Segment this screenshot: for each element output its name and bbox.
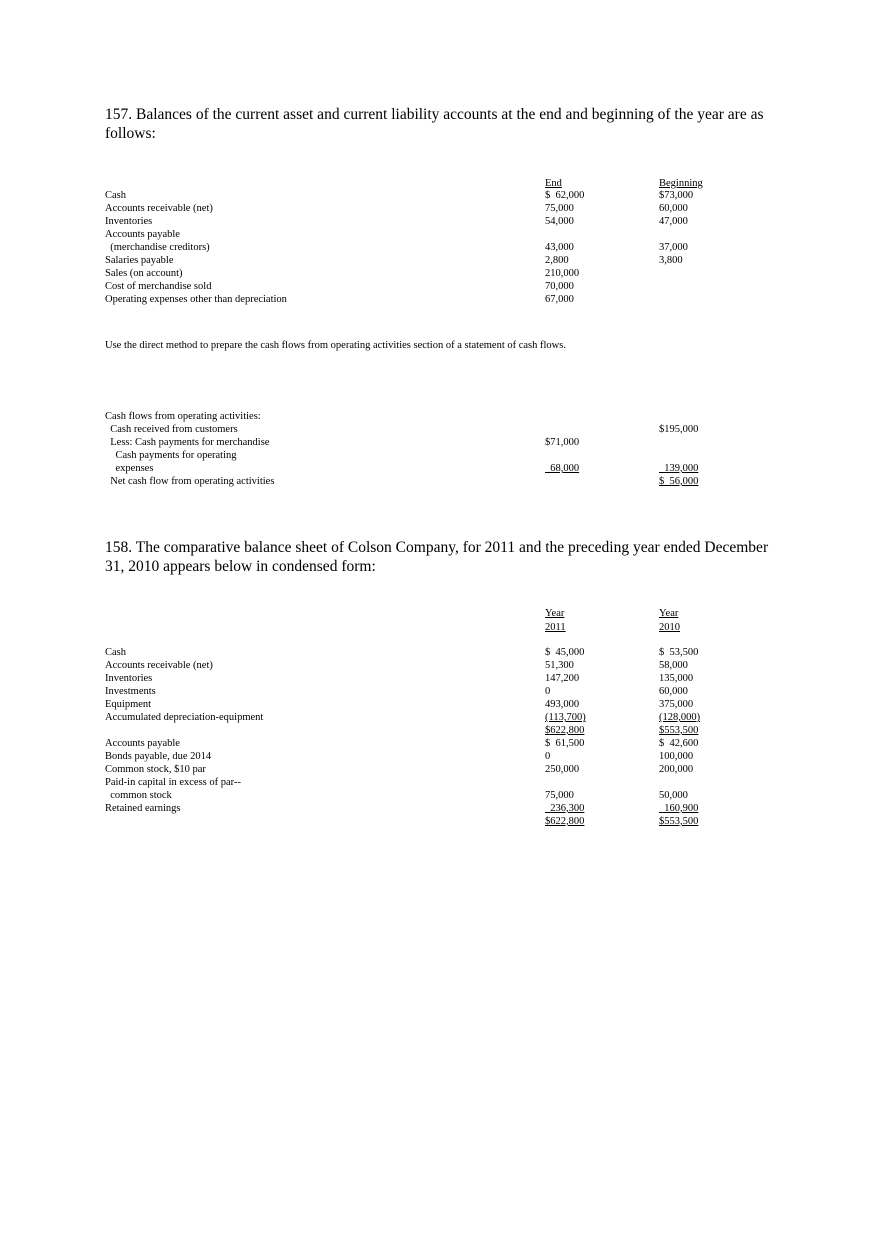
row-end-value: 67,000 [545, 294, 574, 305]
answer-row [0, 410, 880, 423]
row-2010-value: $ 53,500 [659, 647, 699, 658]
row-label: Retained earnings [105, 803, 181, 814]
table-row [0, 685, 880, 698]
q158-column-headers [0, 607, 880, 620]
row-label: Accounts payable [105, 738, 180, 749]
table-row [0, 293, 880, 306]
table-row [0, 241, 880, 254]
total-assets-2011: $622,800 [545, 725, 585, 736]
row-2010-value: 60,000 [659, 686, 688, 697]
row-label: Accounts payable [105, 229, 180, 240]
col-header-2010-line2: 2010 [659, 622, 680, 633]
row-end-value: 2,800 [545, 255, 569, 266]
table-row [0, 189, 880, 202]
answer-label: Less: Cash payments for merchandise [105, 437, 270, 448]
question-157-heading: 157. Balances of the current asset and current liability accounts at the end and beginning of the year are as follows: [105, 106, 764, 142]
total-liabilities-equity-2010: $553,500 [659, 816, 699, 827]
answer-row [0, 436, 880, 449]
row-beginning-value: 37,000 [659, 242, 688, 253]
answer-row [0, 462, 880, 475]
row-beginning-value: 3,800 [659, 255, 683, 266]
table-row [0, 672, 880, 685]
q157-instruction: Use the direct method to prepare the cash flows from operating activities section of a statement of cash flows. [105, 340, 566, 351]
table-row [0, 228, 880, 241]
table-row [0, 737, 880, 750]
row-end-value: $ 62,000 [545, 190, 585, 201]
answer-sub-value: $71,000 [545, 437, 580, 448]
table-row [0, 763, 880, 776]
answer-label: Net cash flow from operating activities [105, 476, 275, 487]
row-2011-value: 250,000 [545, 764, 580, 775]
row-2010-value: 200,000 [659, 764, 694, 775]
row-beginning-value: $73,000 [659, 190, 694, 201]
row-2011-value: 147,200 [545, 673, 580, 684]
table-row [0, 215, 880, 228]
row-2010-value: 160,900 [659, 803, 699, 814]
row-beginning-value: 60,000 [659, 203, 688, 214]
col-header-2010-line1: Year [659, 608, 679, 619]
table-row [0, 776, 880, 789]
row-end-value: 70,000 [545, 281, 574, 292]
col-header-end: End [545, 178, 562, 189]
row-end-value: 75,000 [545, 203, 574, 214]
row-2010-value: 100,000 [659, 751, 694, 762]
row-label: Bonds payable, due 2014 [105, 751, 212, 762]
answer-sub-value: 68,000 [545, 463, 580, 474]
table-row [0, 659, 880, 672]
col-header-beginning: Beginning [659, 178, 703, 189]
col-header-2011-line1: Year [545, 608, 565, 619]
row-label: (merchandise creditors) [105, 242, 210, 253]
row-end-value: 43,000 [545, 242, 574, 253]
row-2011-value: 236,300 [545, 803, 585, 814]
row-2011-value: 493,000 [545, 699, 580, 710]
row-label: Inventories [105, 673, 153, 684]
total-assets-2010: $553,500 [659, 725, 699, 736]
table-row [0, 698, 880, 711]
q158-column-headers-line2 [0, 621, 880, 634]
total-liabilities-equity-2011: $622,800 [545, 816, 585, 827]
answer-row [0, 423, 880, 436]
row-label: Inventories [105, 216, 153, 227]
answer-total-value: 139,000 [659, 463, 699, 474]
row-2011-value: 51,300 [545, 660, 574, 671]
total-liabilities-equity-row [0, 815, 880, 828]
row-label: Sales (on account) [105, 268, 183, 279]
row-label: Cash [105, 190, 126, 201]
row-2010-value: 50,000 [659, 790, 688, 801]
answer-label: Cash flows from operating activities: [105, 411, 261, 422]
row-end-value: 54,000 [545, 216, 574, 227]
answer-label: expenses [105, 463, 154, 474]
row-label: Accounts receivable (net) [105, 203, 213, 214]
row-label: Common stock, $10 par [105, 764, 206, 775]
row-2011-value: $ 61,500 [545, 738, 585, 749]
row-label: Equipment [105, 699, 152, 710]
answer-row [0, 449, 880, 462]
table-row [0, 711, 880, 724]
question-158-heading: 158. The comparative balance sheet of Colson Company, for 2011 and the preceding year ended December 31, 2010 appears below in condensed form: [105, 539, 769, 575]
table-row [0, 802, 880, 815]
row-label: Investments [105, 686, 156, 697]
row-2010-value: $ 42,600 [659, 738, 699, 749]
row-2011-value: 0 [545, 686, 551, 697]
row-label: Salaries payable [105, 255, 174, 266]
row-end-value: 210,000 [545, 268, 580, 279]
row-2010-value: 375,000 [659, 699, 694, 710]
row-2010-value: 58,000 [659, 660, 688, 671]
table-row [0, 202, 880, 215]
table-row [0, 254, 880, 267]
answer-total-value: $195,000 [659, 424, 699, 435]
table-row [0, 267, 880, 280]
row-label: Operating expenses other than depreciation [105, 294, 287, 305]
answer-label: Cash payments for operating [105, 450, 237, 461]
row-label: Cash [105, 647, 126, 658]
row-2010-value: 135,000 [659, 673, 694, 684]
row-2011-value: (113,700) [545, 712, 586, 723]
table-row [0, 646, 880, 659]
row-2011-value: $ 45,000 [545, 647, 585, 658]
row-label: Paid-in capital in excess of par-- [105, 777, 241, 788]
table-row [0, 280, 880, 293]
row-label: Accounts receivable (net) [105, 660, 213, 671]
row-label: common stock [105, 790, 172, 801]
total-assets-row [0, 724, 880, 737]
table-row [0, 789, 880, 802]
row-beginning-value: 47,000 [659, 216, 688, 227]
table-row [0, 750, 880, 763]
answer-label: Cash received from customers [105, 424, 238, 435]
col-header-2011-line2: 2011 [545, 622, 566, 633]
answer-row [0, 475, 880, 488]
row-label: Cost of merchandise sold [105, 281, 212, 292]
row-2010-value: (128,000) [659, 712, 701, 723]
row-2011-value: 0 [545, 751, 551, 762]
answer-total-value: $ 56,000 [659, 476, 699, 487]
row-2011-value: 75,000 [545, 790, 574, 801]
row-label: Accumulated depreciation-equipment [105, 712, 264, 723]
